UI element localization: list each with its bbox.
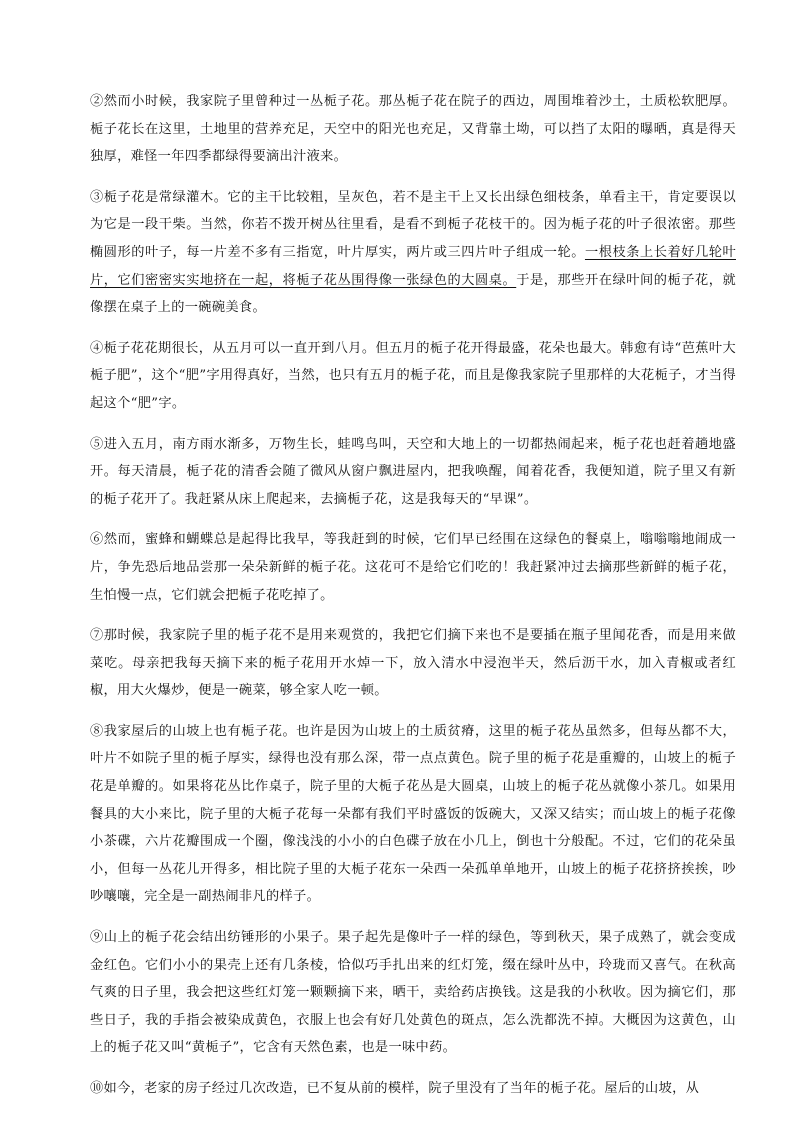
paragraph-3-text: ③栀子花是常绿灌木。它的主干比较粗，呈灰色，若不是主干上又长出绿色细枝条，单看主干，肯定要误以为它是一段干柴。当然，你若不拨开树丛往里看，是看不到栀子花枝干的。因为栀子花的叶子很浓密。那些椭圆形的叶子，每一片差不多有三指宽，叶片厚实，两片或三四片叶子组成一轮。 — [90, 189, 736, 260]
article-body — [90, 88, 736, 1116]
paragraph-2: ②然而小时候，我家院子里曾种过一丛栀子花。那丛栀子花在院子的西边，周围堆着沙土，土质松软肥厚。栀子花长在这里，土地里的营养充足，天空中的阳光也充足，又背靠土坳，可以挡了太阳的曝晒，真是得天独厚，难怪一年四季都绿得要滴出汁液来。 — [90, 94, 736, 165]
paragraph-3-text-end: 于是，那些开在绿叶间的栀子花，就像摆在桌子上的一碗碗美食。 — [90, 272, 736, 316]
paragraph-8: ⑧我家屋后的山坡上也有栀子花。也许是因为山坡上的土质贫瘠，这里的栀子花丛虽然多，但每丛都不大，叶片不如院子里的栀子厚实，绿得也没有那么深，带一点点黄色。院子里的栀子花是重瓣的，山坡上的栀子花是单瓣的。如果将花丛比作桌子，院子里的大栀子花丛是大圆桌，山坡上的栀子花丛就像小茶几。如果用餐具的大小来比，院子里的大栀子花每一朵都有我们平时盛饭的饭碗大，又深又结实；而山坡上的栀子花像小茶碟，六片花瓣围成一个圈，像浅浅的小小的白色碟子放在小几上，倒也十分般配。不过，它们的花朵虽小，但每一丛花儿开得多，相比院子里的大栀子花东一朵西一朵孤单单地开，山坡上的栀子花挤挤挨挨，吵吵嚷嚷，完全是一副热闹非凡的样子。 — [90, 723, 736, 905]
paragraph-10: ⑩如今，老家的房子经过几次改造，已不复从前的模样，院子里没有了当年的栀子花。屋后的山坡，从 — [90, 1081, 700, 1096]
paragraph-7: ⑦那时候，我家院子里的栀子花不是用来观赏的，我把它们摘下来也不是要插在瓶子里闻花香，而是用来做菜吃。母亲把我每天摘下来的栀子花用开水焯一下，放入清水中浸泡半天，然后沥干水，加入青椒或者红椒，用大火爆炒，便是一碗菜，够全家人吃一顿。 — [90, 628, 736, 699]
paragraph-3 — [90, 184, 736, 322]
paragraph-5: ⑤进入五月，南方雨水渐多，万物生长，蛙鸣鸟叫，天空和大地上的一切都热闹起来，栀子花也赶着趟地盛开。每天清晨，栀子花的清香会随了微风从窗户飘进屋内，把我唤醒，闻着花香，我便知道，院子里又有新的栀子花开了。我赶紧从床上爬起来，去摘栀子花，这是我每天的“早课”。 — [90, 436, 736, 507]
paragraph-9: ⑨山上的栀子花会结出纺锤形的小果子。果子起先是像叶子一样的绿色，等到秋天，果子成熟了，就会变成金红色。它们小小的果壳上还有几条棱，恰似巧手扎出来的红灯笼，缀在绿叶丛中，玲珑而又喜气。在秋高气爽的日子里，我会把这些红灯笼一颗颗摘下来，晒干，卖给药店换钱。这是我的小秋收。因为摘它们，那些日子，我的手指会被染成黄色，衣服上也会有好几处黄色的斑点，怎么洗都洗不掉。大概因为这黄色，山上的栀子花又叫“黄栀子”，它含有天然色素，也是一味中药。 — [90, 930, 736, 1056]
underlined-sentence: 一根枝条上长着好几轮叶片，它们密密实实地挤在一起，将栀子花丛围得像一张绿色的大圆桌。 — [90, 244, 736, 288]
paragraph-6: ⑥然而，蜜蜂和蝴蝶总是起得比我早，等我赶到的时候，它们早已经围在这绿色的餐桌上，嗡嗡嗡地闹成一片，争先恐后地品尝那一朵朵新鲜的栀子花。这花可不是给它们吃的！我赶紧冲过去摘那些新鲜的栀子花，生怕慢一点，它们就会把栀子花吃掉了。 — [90, 532, 736, 603]
paragraph-4: ④栀子花花期很长，从五月可以一直开到八月。但五月的栀子花开得最盛，花朵也最大。韩愈有诗“芭蕉叶大栀子肥”，这个“肥”字用得真好，当然，也只有五月的栀子花，而且是像我家院子里那样的大花栀子，才当得起这个“肥”字。 — [90, 340, 736, 411]
